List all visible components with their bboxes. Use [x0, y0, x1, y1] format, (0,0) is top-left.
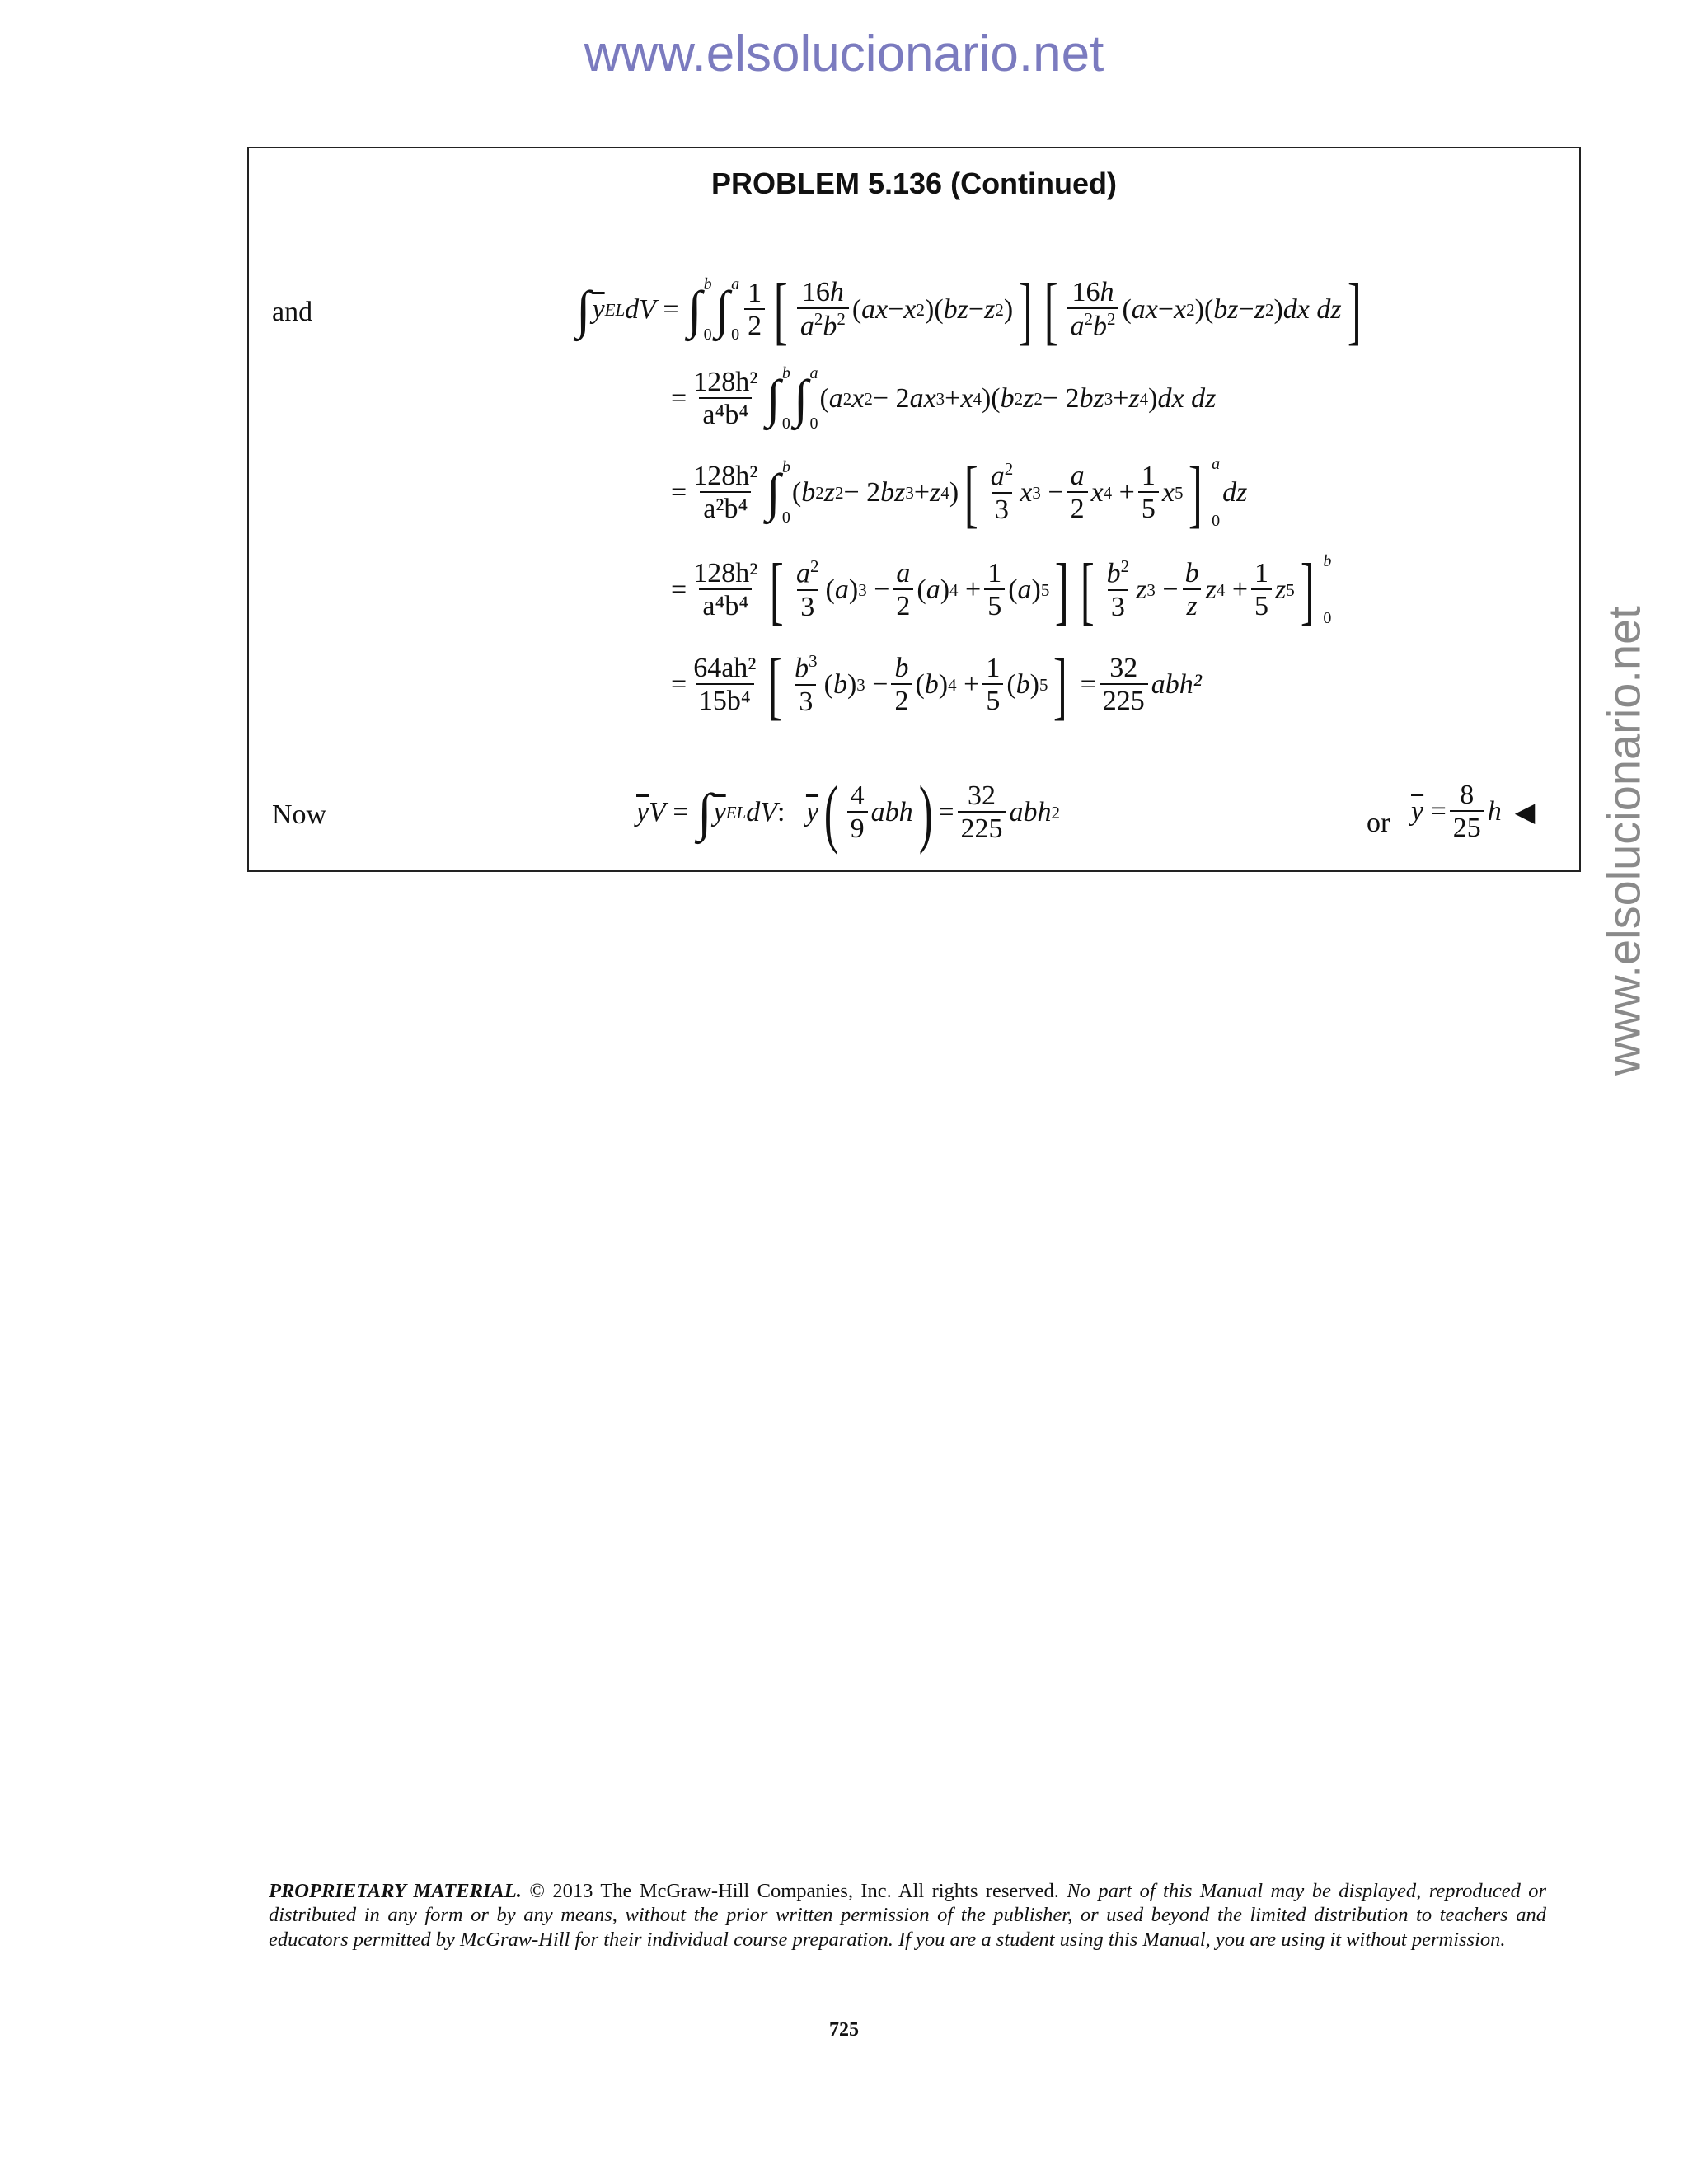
label-now: Now: [272, 799, 327, 830]
e4-coef-den: a⁴b⁴: [699, 588, 752, 622]
e5-result-num: 32: [1109, 652, 1138, 683]
e3-coef-num: 128h²: [693, 460, 758, 491]
e5-coef-den: 15b⁴: [696, 683, 754, 717]
watermark-top: www.elsolucionario.net: [584, 26, 1104, 82]
watermark-side-text: www.elsolucionario.net: [1597, 606, 1650, 1076]
equation-4: = $\frac{\text{128h²}}{\text{a⁴b⁴}}$ [ $\frac{a^2}{3}$ ( a ) 3 − $\frac{a}{2}$ ( a ) 4 + $\frac{1}{5}$ ( a ) 5 ] [ $\frac{b^2}{3}$ z 3 − $\frac{b}{z}$ z 4 + $\frac{1}{5}$ z 5 ] b 0: [671, 548, 1332, 632]
e5-result-tail: abh²: [1151, 669, 1202, 700]
final-den: 25: [1450, 810, 1484, 844]
problem-title: PROBLEM 5.136 (Continued): [710, 166, 1118, 200]
e6-result-num: 32: [968, 780, 996, 811]
equation-6: $\overline{y}$ V = ∫ $\overline{y}$ EL dV : $\overline{y}$ ( $\frac{4}{9}$ abh ) = $\frac{32}{225}$ abh 2: [636, 771, 1060, 855]
e2-coef-num: 128h²: [693, 366, 758, 397]
e5-result-den: 225: [1100, 683, 1148, 717]
page-number: 725: [829, 2019, 859, 2041]
label-or: or: [1367, 808, 1390, 838]
final-num: 8: [1460, 780, 1475, 810]
e6-result-den: 225: [958, 811, 1006, 845]
e5-coef-num: 64ah²: [693, 652, 757, 683]
e2-coef-den: a⁴b⁴: [699, 397, 752, 431]
footer-notice: [269, 1879, 1546, 1952]
label-and: and: [272, 297, 313, 327]
footer-notice-text: No part of this Manual may be displayed, reproduced or distributed in any form or by any means, without the prior written permission of the publisher, or used beyond the limited distribution to teachers and educators permitted by McGraw-Hill for their individual course preparation. If you are a student using this Manual, you are using it without permission.: [269, 1880, 1547, 1951]
problem-box: [247, 147, 1581, 872]
equation-5: = $\frac{\text{64ah²}}{\text{15b⁴}}$ [ $\frac{b^3}{3}$ ( b ) 3 − $\frac{b}{2}$ ( b ) 4 + $\frac{1}{5}$ ( b ) 5 ] = $\frac{32}{225}$ abh²: [671, 643, 1202, 727]
e4-coef-num: 128h²: [693, 557, 758, 588]
equation-1: ∫ $\overline{y}$ EL dV = ∫ b 0 ∫ a 0 $\frac{1}{2}$ [ $\frac{16h}{a^2b^2}$ ( ax − x 2 )( bz − z 2 ) ] [ $\frac{16h}{a^2b^2}$ ( ax − x 2 )( bz − z 2 ) dx dz ]: [576, 268, 1362, 352]
equation-2: = $\frac{\text{128h²}}{\text{a⁴b⁴}}$ ∫ b 0 ∫ a 0 ( a 2 x 2 − 2 ax 3 + x 4 )( b 2 z 2 − 2 bz 3 + z 4 ) dx dz: [671, 364, 1217, 433]
equation-3: = $\frac{\text{128h²}}{\text{a²b⁴}}$ ∫ b 0 ( b 2 z 2 − 2 bz 3 + z 4 ) [ $\frac{a^2}{3}$ x 3 − $\frac{a}{2}$ x 4 + $\frac{1}{5}$ x 5 ] a 0 dz: [671, 451, 1248, 535]
final-answer: $\overline{y}$ = $\frac{8}{25}$ h ◀: [1411, 780, 1536, 844]
answer-marker-icon: ◀: [1514, 797, 1536, 827]
e3-coef-den: a²b⁴: [700, 491, 751, 525]
footer-copyright: © 2013 The McGraw-Hill Companies, Inc. All rights reserved.: [529, 1880, 1059, 1902]
footer-lead: PROPRIETARY MATERIAL.: [269, 1880, 522, 1902]
